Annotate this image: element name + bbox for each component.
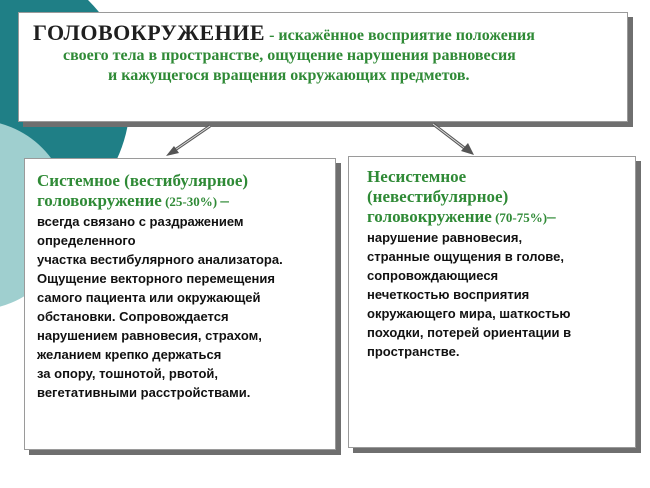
- systemic-text-line: вегетативными расстройствами.: [37, 385, 251, 400]
- nonsystemic-text-line: пространстве.: [367, 344, 460, 359]
- definition-line-1-rest: - искажённое восприятие положения: [265, 27, 535, 44]
- definition-box: [18, 12, 628, 122]
- systemic-text-line: участка вестибулярного анализатора.: [37, 252, 283, 267]
- arrow-to-nonsystemic: [425, 120, 485, 160]
- definition-line-1: [33, 20, 613, 46]
- systemic-text-line: нарушением равновесия, страхом,: [37, 328, 262, 343]
- systemic-text-line: определенного: [37, 233, 136, 248]
- nonsystemic-vertigo-box: [348, 156, 636, 448]
- systemic-text-line: за опору, тошнотой, рвотой,: [37, 366, 219, 381]
- systemic-text-line: Ощущение векторного перемещения: [37, 271, 275, 286]
- definition-line-2: своего тела в пространстве, ощущение нарушения равновесия: [63, 47, 516, 64]
- systemic-text-line: всегда связано с раздражением: [37, 214, 244, 229]
- nonsystemic-heading-term: головокружение: [367, 207, 492, 226]
- systemic-heading-2: [37, 191, 323, 212]
- nonsystemic-dash: –: [547, 207, 556, 226]
- nonsystemic-heading-2: (невестибулярное): [367, 187, 509, 206]
- systemic-text-line: желанием крепко держаться: [37, 347, 222, 362]
- nonsystemic-text-line: нечеткостью восприятия: [367, 287, 530, 302]
- nonsystemic-heading-1: Несистемное: [367, 167, 467, 186]
- nonsystemic-text-line: походки, потерей ориентации в: [367, 325, 572, 340]
- definition-term: ГОЛОВОКРУЖЕНИЕ: [33, 20, 266, 45]
- systemic-text-line: обстановки. Сопровождается: [37, 309, 229, 324]
- systemic-text-line: самого пациента или окружающей: [37, 290, 261, 305]
- nonsystemic-heading-3: [367, 207, 623, 228]
- nonsystemic-percent: (70-75%): [491, 210, 548, 225]
- systemic-percent: (25-30%): [161, 194, 221, 209]
- systemic-vertigo-box: [24, 158, 336, 450]
- arrow-to-systemic: [160, 122, 220, 162]
- systemic-dash: –: [220, 191, 229, 210]
- systemic-heading-term: головокружение: [37, 191, 162, 210]
- definition-line-3: и кажущегося вращения окружающих предметов.: [108, 67, 470, 84]
- systemic-heading-1: Системное (вестибулярное): [37, 171, 249, 190]
- nonsystemic-text-line: окружающего мира, шаткостью: [367, 306, 571, 321]
- nonsystemic-text-line: странные ощущения в голове,: [367, 249, 564, 264]
- nonsystemic-text-line: нарушение равновесия,: [367, 230, 523, 245]
- nonsystemic-text-line: сопровождающиеся: [367, 268, 499, 283]
